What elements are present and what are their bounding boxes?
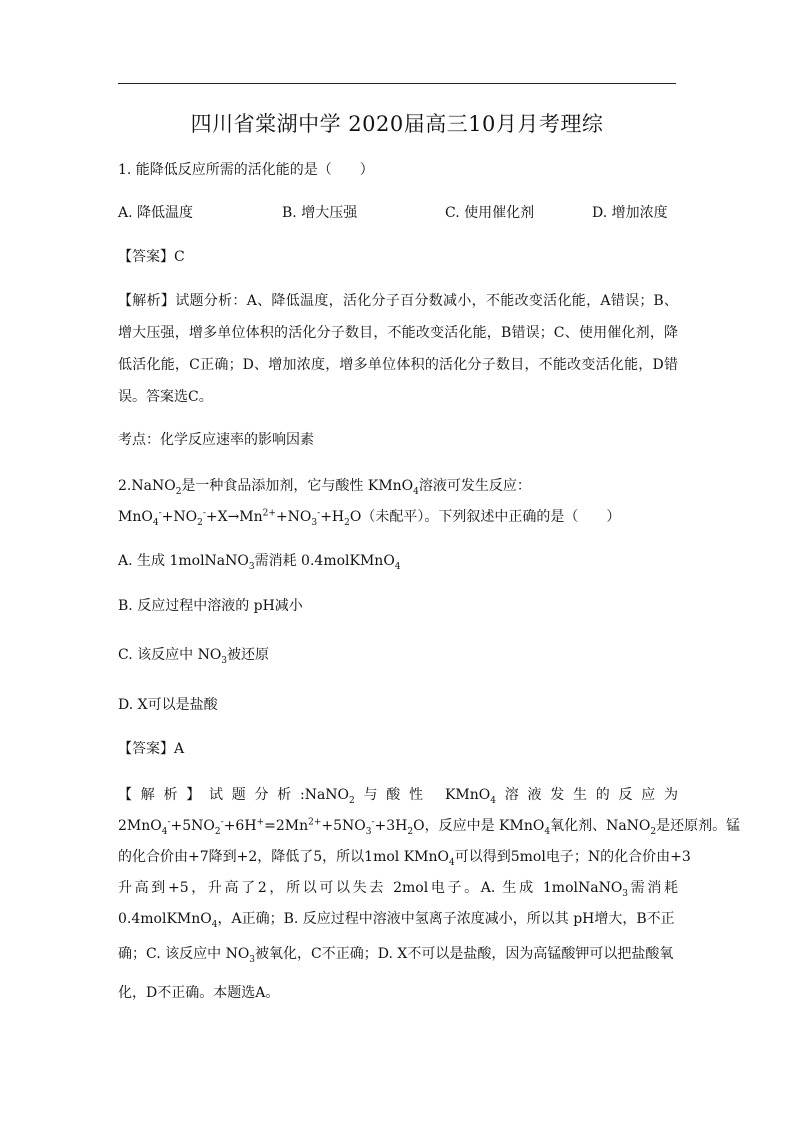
q1-analysis-line: 【解析】试题分析：A、降低温度，活化分子百分数减小，不能改变活化能，A错误；B、 [118,293,678,309]
q1-analysis-line: 增大压强，增多单位体积的活化分子数目，不能改变活化能，B错误；C、使用催化剂，降 [118,325,678,341]
header-rule [118,83,676,84]
q2-option-c: C. 该反应中 $NO_3$被还原 [118,647,270,666]
q1-analysis-line: 低活化能，C正确；D、增加浓度，增多单位体积的活化分子数目，不能改变活化能，D错 [118,357,678,373]
q2-option-b: B. 反应过程中溶液的 pH减小 [118,598,303,614]
q2-analysis-line: 0.4molKMnO$_4$，A正确；B. 反应过程中溶液中氢离子浓度减小，所以其 pH增大，B不正 [118,911,675,930]
q2-stem-line1: 2.NaNO$_2$是一种食品添加剂，它与酸性 KMnO$_4$溶液可发生反应： [118,478,531,497]
q2-analysis-line: $2MnO_4^-+5NO_2^-+6H^+=2Mn^{2+}+5NO_3^-+3H_2O$，反应中是 KMnO$_4$氧化剂、NaNO$_2$是还原剂。锰 [118,817,741,837]
q2-option-a: A. 生成 1molNaNO$_3$需消耗 0.4molKMnO$_4$ [118,553,401,572]
page-title: 四川省棠湖中学 2020届高三10月月考理综 [190,112,604,136]
q2-analysis-line: 升高到+5，升高了2，所以可以失去 2mol电子。A. 生成 1molNaNO$_3$需消耗 [118,880,678,899]
q2-option-d: D. X可以是盐酸 [118,697,218,713]
q2-analysis-line: 【解析】试题分析:NaNO$_2$与酸性 KMnO$_4$溶液发生的反应为 [118,787,678,806]
q1-option-c: C. 使用催化剂 [445,205,535,221]
q1-stem: 1. 能降低反应所需的活化能的是（ ） [118,162,374,178]
q1-answer: 【答案】C [118,249,185,265]
q2-analysis-line: 的化合价由+7降到+2，降低了5，所以1mol KMnO$_4$可以得到5mol电子；N的化合价由+3 [118,849,691,868]
q2-answer: 【答案】A [118,741,185,757]
q1-kaodian: 考点：化学反应速率的影响因素 [118,432,314,448]
q1-option-b: B. 增大压强 [282,205,358,221]
q1-analysis-line: 误。答案选C。 [118,389,213,405]
q1-option-a: A. 降低温度 [118,205,194,221]
q1-option-d: D. 增加浓度 [592,205,668,221]
q2-analysis-line: 确；C. 该反应中 $NO_3$被氧化，C不正确；D. X不可以是盐酸，因为高锰酸钾可以把盐酸氧 [118,946,674,965]
q2-equation: $MnO_4^-+NO_2^-+X\to Mn^{2+}+NO_3^-+H_2O$（未配平）。下列叙述中正确的是（ ） [118,508,621,528]
q2-analysis-line: 化，D不正确。本题选A。 [118,985,280,1001]
